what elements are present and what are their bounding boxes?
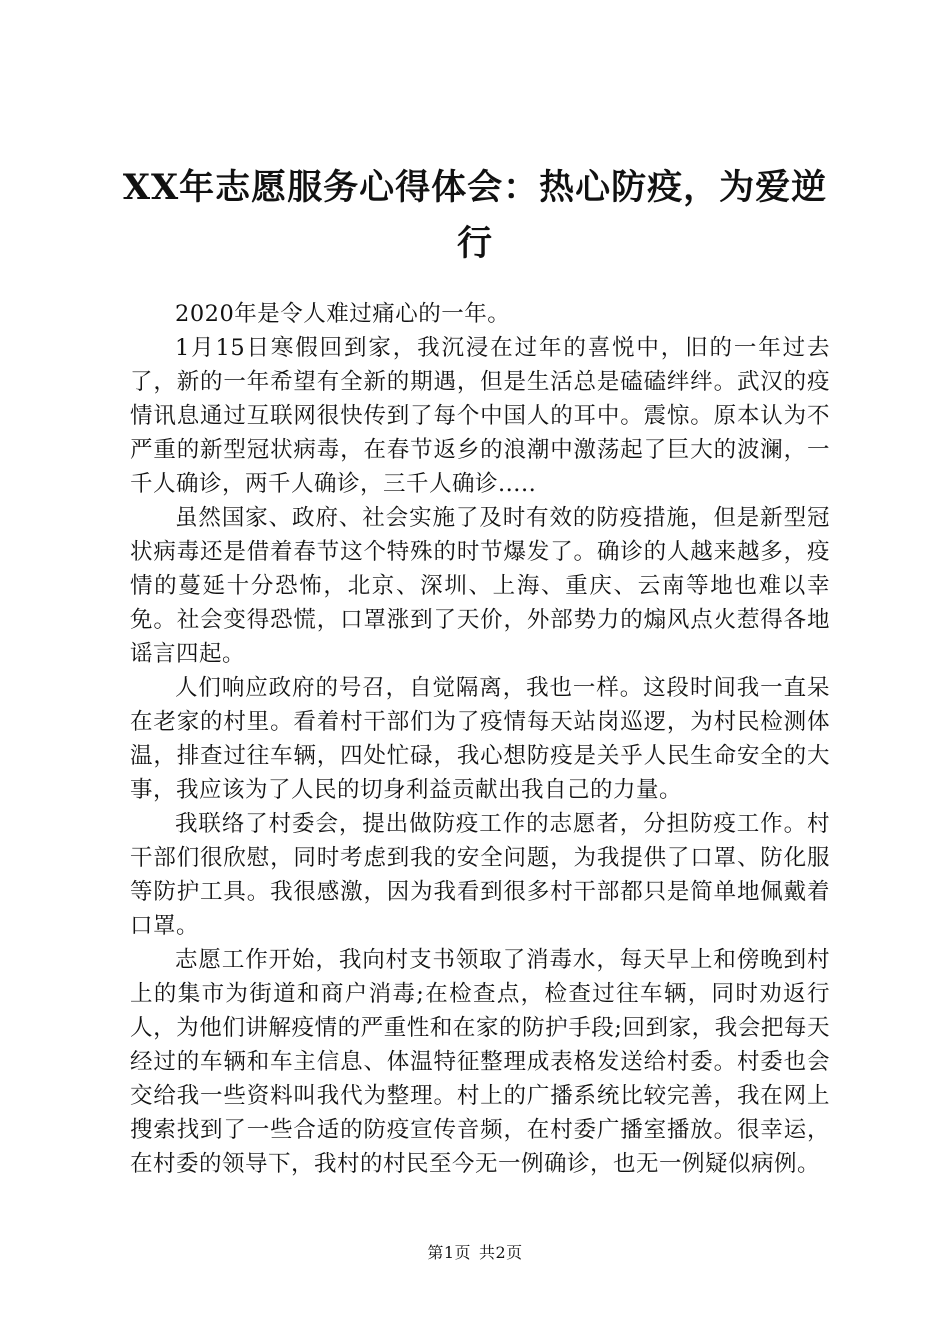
paragraph: 志愿工作开始，我向村支书领取了消毒水，每天早上和傍晚到村上的集市为街道和商户消毒;在检查点，检查过往车辆，同时劝返行人，为他们讲解疫情的严重性和在家的防护手段;回到家，我会把每天经过的车辆和车主信息、体温特征整理成表格发送给村委。村委也会交给我一些资料叫我代为整理。村上的广播系统比较完善，我在网上搜索找到了一些合适的防疫宣传音频，在村委广播室播放。很幸运，在村委的领导下，我村的村民至今无一例确诊，也无一例疑似病例。 bbox=[130, 947, 830, 1177]
paragraph: 我联络了村委会，提出做防疫工作的志愿者，分担防疫工作。村干部们很欣慰，同时考虑到我的安全问题，为我提供了口罩、防化服等防护工具。我很感激，因为我看到很多村干部都只是简单地佩戴着口罩。 bbox=[130, 811, 830, 939]
document-title: XX年志愿服务心得体会：热心防疫，为爱逆行 bbox=[122, 167, 828, 264]
paragraph: 1月15日寒假回到家，我沉浸在过年的喜悦中，旧的一年过去了，新的一年希望有全新的期遇，但是生活总是磕磕绊绊。武汉的疫情讯息通过互联网很快传到了每个中国人的耳中。震惊。原本认为不严重的新型冠状病毒，在春节返乡的浪潮中激荡起了巨大的波澜，一千人确诊，两千人确诊，三千人确诊..... bbox=[130, 335, 830, 497]
page-footer bbox=[0, 1243, 950, 1263]
page-number: 第1页 bbox=[427, 1243, 471, 1262]
document-body bbox=[130, 297, 830, 1181]
paragraph: 虽然国家、政府、社会实施了及时有效的防疫措施，但是新型冠状病毒还是借着春节这个特殊的时节爆发了。确诊的人越来越多，疫情的蔓延十分恐怖，北京、深圳、上海、重庆、云南等地也难以幸免。社会变得恐慌，口罩涨到了天价，外部势力的煽风点火惹得各地谣言四起。 bbox=[130, 505, 830, 667]
paragraph: 2020年是令人难过痛心的一年。 bbox=[175, 301, 511, 327]
page-total: 共2页 bbox=[479, 1243, 523, 1262]
paragraph: 人们响应政府的号召，自觉隔离，我也一样。这段时间我一直呆在老家的村里。看着村干部们为了疫情每天站岗巡逻，为村民检测体温，排查过往车辆，四处忙碌，我心想防疫是关乎人民生命安全的大事，我应该为了人民的切身利益贡献出我自己的力量。 bbox=[130, 675, 830, 803]
